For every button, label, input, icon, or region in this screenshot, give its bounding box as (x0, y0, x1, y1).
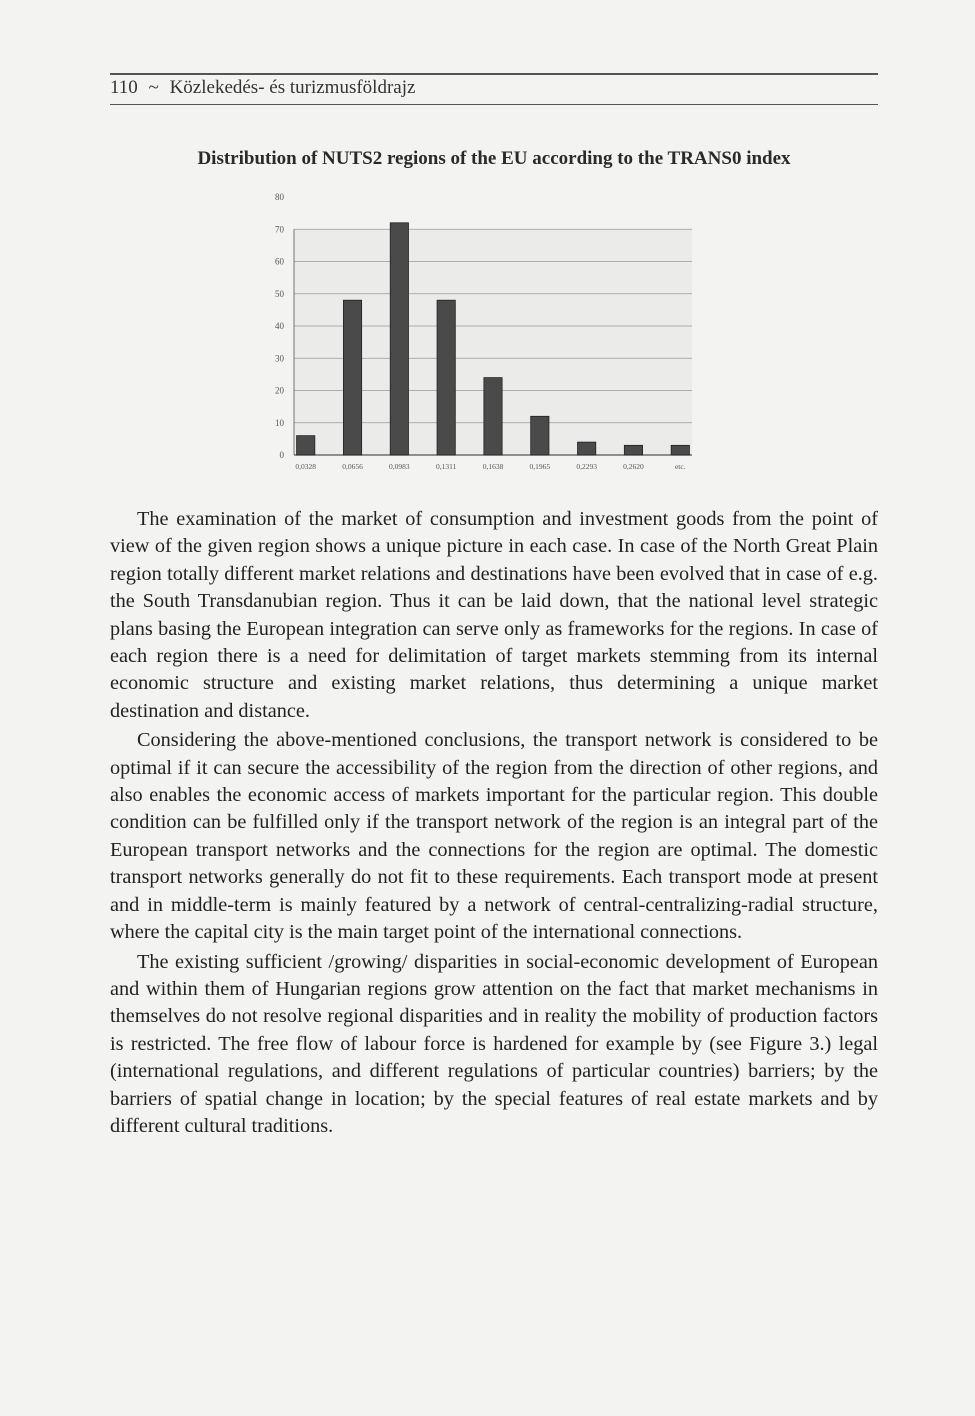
x-tick-label: 0,1638 (482, 462, 504, 471)
x-tick-label: 0,0328 (295, 462, 317, 471)
bar (624, 445, 642, 455)
bar (343, 300, 361, 455)
y-tick-label: 30 (275, 353, 284, 364)
bar (390, 223, 408, 455)
y-tick-label: 60 (275, 256, 284, 267)
bar (484, 378, 502, 455)
y-tick-label: 40 (275, 321, 284, 331)
x-tick-label: etc. (674, 462, 686, 471)
header-rule-bottom (110, 104, 878, 105)
paragraph-1: The examination of the market of consumption and investment goods from the point of view of the given region shows a unique picture in each case. In case of the North Great Plain region totally different market relations and destinations have been evolved that in case of e.g. the South Transdanubian region. Thus it can be laid down, that the national level strategic plans basing the European integration can serve only as frameworks for the regions. In case of each region there is a need for delimitation of target markets stemming from its internal economic structure and existing market relations, thus determining a unique market destination and distance. (110, 508, 878, 722)
x-tick-label: 0,2620 (623, 462, 644, 471)
x-tick-label: 0,1965 (529, 462, 551, 471)
y-tick-label: 0 (279, 450, 284, 460)
figure-title: Distribution of NUTS2 regions of the EU according to the TRANS0 index (197, 148, 791, 169)
header-separator: ~ (148, 77, 159, 98)
y-tick-label: 50 (275, 288, 284, 299)
y-tick-label: 20 (275, 385, 284, 396)
y-tick-label: 80 (275, 192, 284, 202)
paragraph-2: Considering the above-mentioned conclusions, the transport network is considered to be optimal if it can secure the accessibility of the region from the direction of other regions, and also enables the economic access of markets important for the particular region. This double condition can be fulfilled only if the transport network of the region is an integral part of the European transport networks and the connections for the region are optimal. The domestic transport networks generally do not fit to these requirements. Each transport mode at present and in middle-term is mainly featured by a network of central-centralizing-radial structure, where the capital city is the main target point of the international connections. (110, 729, 878, 944)
y-tick-label: 10 (275, 417, 284, 428)
bar-chart (250, 185, 720, 495)
bar (531, 416, 549, 455)
x-tick-label: 0,2293 (576, 462, 597, 471)
running-head (110, 76, 878, 100)
bar (578, 442, 596, 455)
y-tick-label: 70 (275, 224, 284, 235)
bar (437, 300, 455, 455)
body-text (110, 506, 878, 1142)
paragraph-3: The existing sufficient /growing/ disparities in social-economic development of European and within them of Hungarian regions grow attention on the fact that market mechanisms in themselves do not resolve regional disparities and in reality the mobility of production factors is restricted. The free flow of labour force is hardened for example by (see Figure 3.) legal (international regulations, and different regulations of particular countries) barriers; by the barriers of spatial change in location; by the special features of real estate markets and by different cultural traditions. (110, 950, 878, 1137)
book-title: Közlekedés- és turizmusföldrajz (169, 77, 416, 98)
page-number: 110 (110, 77, 138, 98)
bar (671, 445, 689, 455)
bar (297, 436, 315, 455)
x-tick-label: 0,1311 (435, 462, 457, 471)
bar-chart-svg (250, 185, 720, 495)
header-rule-top (110, 73, 878, 75)
x-tick-label: 0,0656 (342, 462, 363, 471)
x-tick-label: 0,0983 (389, 462, 410, 471)
